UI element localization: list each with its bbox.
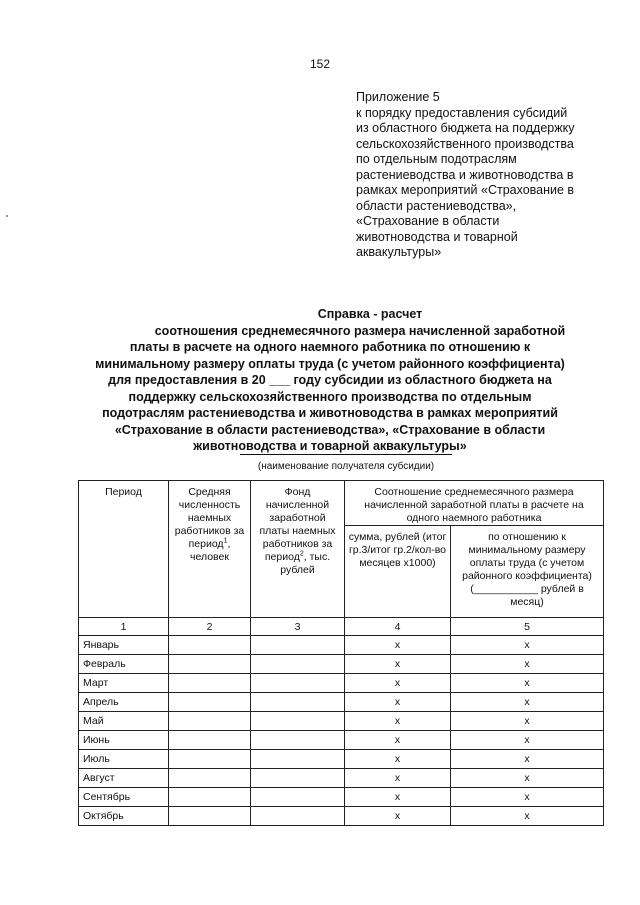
month-cell: Октябрь xyxy=(79,807,169,826)
avg-count-cell xyxy=(169,636,251,655)
calculation-table xyxy=(78,480,604,826)
page-number: 152 xyxy=(309,57,331,71)
avg-count-cell xyxy=(169,769,251,788)
header-row xyxy=(79,481,604,526)
avg-count-cell xyxy=(169,655,251,674)
fund-cell xyxy=(251,655,345,674)
title-line: для предоставления в 20 ___ году субсидии из областного бюджета на xyxy=(108,373,552,387)
sum-cell: x xyxy=(345,750,451,769)
appendix-line: «Страхование в области xyxy=(356,214,500,228)
column-number-row xyxy=(79,618,604,636)
table-row xyxy=(79,769,604,788)
sum-cell: x xyxy=(345,731,451,750)
footnote-1: 1 xyxy=(223,537,228,545)
title-line: подотраслям растениеводства и животноводства в рамках мероприятий xyxy=(102,406,558,420)
relation-cell: x xyxy=(451,712,604,731)
title-line: «Страхование в области растениеводства», «Страхование в области xyxy=(114,422,546,437)
sum-cell: x xyxy=(345,712,451,731)
title-line: соотношения среднемесячного размера начисленной заработной xyxy=(154,323,566,338)
header-ratio: Соотношение среднемесячного размера начисленной заработной платы в расчете на одного наемного работника xyxy=(345,481,604,526)
fund-cell xyxy=(251,769,345,788)
column-number: 3 xyxy=(251,618,345,636)
month-cell: Сентябрь xyxy=(79,788,169,807)
appendix-line: сельскохозяйственного производства xyxy=(356,136,574,151)
avg-count-cell xyxy=(169,674,251,693)
header-avg-count-unit: , человек xyxy=(190,538,231,563)
column-number: 1 xyxy=(79,618,169,636)
fund-cell xyxy=(251,712,345,731)
header-fund-unit: , тыс. рублей xyxy=(280,551,331,576)
month-cell: Июнь xyxy=(79,731,169,750)
month-cell: Август xyxy=(79,769,169,788)
fund-cell xyxy=(251,636,345,655)
month-cell: Май xyxy=(79,712,169,731)
avg-count-cell xyxy=(169,731,251,750)
appendix-line: области растениеводства», xyxy=(356,198,517,213)
header-fund xyxy=(251,481,345,618)
month-cell: Апрель xyxy=(79,693,169,712)
title-line: минимальному размеру оплаты труда (с учетом районного коэффициента) xyxy=(95,356,565,371)
relation-cell: x xyxy=(451,788,604,807)
header-fund-text: Фонд начисленной заработной платы наемных работников за период xyxy=(259,486,336,563)
appendix-line: по отдельным подотраслям xyxy=(356,152,517,166)
sum-cell: x xyxy=(345,655,451,674)
month-cell: Февраль xyxy=(79,655,169,674)
relation-cell: x xyxy=(451,636,604,655)
table-row xyxy=(79,750,604,769)
table-row xyxy=(79,731,604,750)
header-avg-count-text: Средняя численность наемных работников за период xyxy=(174,486,245,550)
title-line: поддержку сельскохозяйственного производства по отдельным xyxy=(128,389,532,404)
relation-cell: x xyxy=(451,731,604,750)
relation-cell: x xyxy=(451,807,604,826)
fund-cell xyxy=(251,693,345,712)
relation-cell: x xyxy=(451,674,604,693)
relation-cell: x xyxy=(451,769,604,788)
table-row xyxy=(79,636,604,655)
table-row xyxy=(79,693,604,712)
fund-cell xyxy=(251,674,345,693)
avg-count-cell xyxy=(169,788,251,807)
relation-cell: x xyxy=(451,693,604,712)
month-cell: Январь xyxy=(79,636,169,655)
column-number: 4 xyxy=(345,618,451,636)
month-cell: Июль xyxy=(79,750,169,769)
relation-cell: x xyxy=(451,750,604,769)
table-row xyxy=(79,712,604,731)
title-line: животноводства и товарной аквакультуры» xyxy=(193,439,467,453)
appendix-line: из областного бюджета на поддержку xyxy=(356,121,575,135)
recipient-line xyxy=(240,454,452,461)
appendix-line: рамках мероприятий «Страхование в xyxy=(356,183,575,197)
appendix-line: растениеводства и животноводства в xyxy=(356,167,574,182)
appendix-line: животноводства и товарной xyxy=(356,229,518,244)
column-number: 2 xyxy=(169,618,251,636)
fund-cell xyxy=(251,807,345,826)
sum-cell: x xyxy=(345,788,451,807)
document-title xyxy=(40,306,620,455)
appendix-block xyxy=(356,90,616,261)
month-cell: Март xyxy=(79,674,169,693)
sum-cell: x xyxy=(345,693,451,712)
header-avg-count xyxy=(169,481,251,618)
sum-cell: x xyxy=(345,674,451,693)
fund-cell xyxy=(251,788,345,807)
avg-count-cell xyxy=(169,693,251,712)
avg-count-cell xyxy=(169,712,251,731)
header-relation: по отношению к минимальному размеру оплаты труда (с учетом районного коэффициента) (___________ рублей в месяц) xyxy=(451,526,604,618)
table-row xyxy=(79,655,604,674)
header-period: Период xyxy=(79,481,169,618)
recipient-field xyxy=(240,454,452,472)
header-sum: сумма, рублей (итог гр.3/итог гр.2/кол-во месяцев x1000) xyxy=(345,526,451,618)
sum-cell: x xyxy=(345,636,451,655)
margin-mark xyxy=(6,215,8,217)
footnote-2: 2 xyxy=(299,550,304,558)
avg-count-cell xyxy=(169,807,251,826)
table-row xyxy=(79,807,604,826)
title-line: платы в расчете на одного наемного работника по отношению к xyxy=(129,340,531,354)
avg-count-cell xyxy=(169,750,251,769)
relation-cell: x xyxy=(451,655,604,674)
appendix-line: к порядку предоставления субсидий xyxy=(356,105,568,120)
appendix-title: Приложение 5 xyxy=(356,90,440,104)
fund-cell xyxy=(251,750,345,769)
sum-cell: x xyxy=(345,769,451,788)
title-heading: Справка - расчет xyxy=(317,307,423,321)
sum-cell: x xyxy=(345,807,451,826)
fund-cell xyxy=(251,731,345,750)
column-number: 5 xyxy=(451,618,604,636)
table-row xyxy=(79,674,604,693)
recipient-caption: (наименование получателя субсидии) xyxy=(257,461,435,472)
appendix-line: аквакультуры» xyxy=(356,245,442,259)
table-row xyxy=(79,788,604,807)
